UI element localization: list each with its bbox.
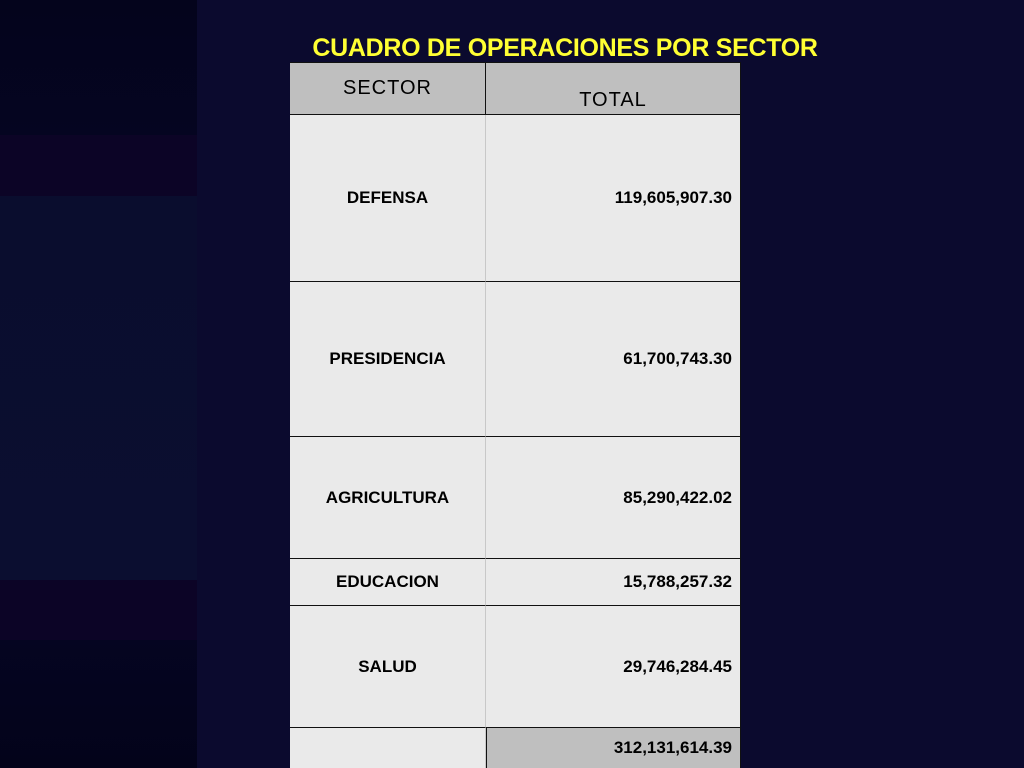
row-total-educacion: 15,788,257.32	[486, 559, 741, 606]
row-total-agricultura: 85,290,422.02	[486, 437, 741, 559]
page-title: CUADRO DE OPERACIONES POR SECTOR	[312, 34, 818, 62]
row-sector-presidencia: PRESIDENCIA	[290, 282, 486, 437]
row-total-presidencia: 61,700,743.30	[486, 282, 741, 437]
left-decorative-panel	[0, 0, 197, 768]
row-sector-salud: SALUD	[290, 606, 486, 728]
header-total: TOTAL	[486, 62, 741, 115]
row-sector-educacion: EDUCACION	[290, 559, 486, 606]
row-total-salud: 29,746,284.45	[486, 606, 741, 728]
grand-total-value: 312,131,614.39	[486, 728, 741, 768]
row-total-defensa: 119,605,907.30	[486, 115, 741, 282]
grand-total-label-cell	[290, 728, 486, 768]
sector-table	[290, 62, 741, 768]
row-sector-defensa: DEFENSA	[290, 115, 486, 282]
header-sector: SECTOR	[290, 62, 486, 115]
row-sector-agricultura: AGRICULTURA	[290, 437, 486, 559]
